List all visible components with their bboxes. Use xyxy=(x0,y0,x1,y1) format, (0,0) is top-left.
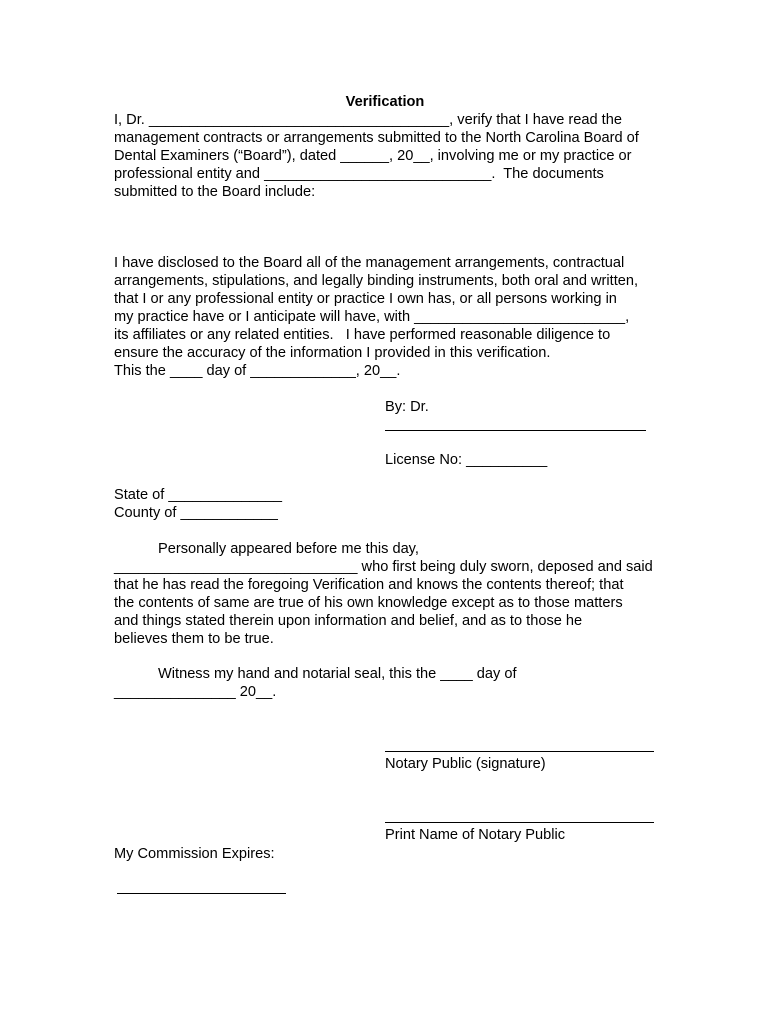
sworn-line-3: that he has read the foregoing Verification and knows the contents thereof; that xyxy=(114,577,624,593)
commission-expires-label: My Commission Expires: xyxy=(114,846,275,862)
disclosure-line-6: ensure the accuracy of the information I provided in this verification. xyxy=(114,345,551,361)
witness-line-2: _______________ 20__. xyxy=(114,684,277,700)
sworn-line-4: the contents of same are true of his own knowledge except as to those matters xyxy=(114,595,623,611)
disclosure-date-line: This the ____ day of _____________, 20__. xyxy=(114,363,401,379)
disclosure-line-2: arrangements, stipulations, and legally binding instruments, both oral and written, xyxy=(114,273,639,289)
notary-print-name-label: Print Name of Notary Public xyxy=(385,827,566,843)
disclosure-line-1: I have disclosed to the Board all of the management arrangements, contractual xyxy=(114,255,625,271)
sworn-line-2: ______________________________ who first being duly sworn, deposed and said xyxy=(114,559,653,575)
sworn-line-6: believes them to be true. xyxy=(114,631,274,647)
sworn-line-5: and things stated therein upon information and belief, and as to those he xyxy=(114,613,583,629)
intro-line-5: submitted to the Board include: xyxy=(114,184,316,200)
dr-signature-line xyxy=(385,430,646,431)
intro-line-3: Dental Examiners (“Board”), dated ______, 20__, involving me or my practice or xyxy=(114,148,632,164)
intro-line-2: management contracts or arrangements submitted to the North Carolina Board of xyxy=(114,130,639,146)
notary-print-name-line xyxy=(385,822,654,823)
county-of-label: County of ____________ xyxy=(114,505,278,521)
witness-line-1: Witness my hand and notarial seal, this the ____ day of xyxy=(158,666,517,682)
document-title: Verification xyxy=(345,94,425,110)
intro-line-4: professional entity and ____________________________. The documents xyxy=(114,166,604,182)
notary-signature-label: Notary Public (signature) xyxy=(385,756,546,772)
intro-line-1: I, Dr. _____________________________________, verify that I have read the xyxy=(114,112,622,128)
disclosure-line-4: my practice have or I anticipate will have, with __________________________, xyxy=(114,309,630,325)
disclosure-line-3: that I or any professional entity or practice I own has, or all persons working in xyxy=(114,291,617,307)
sworn-line-1: Personally appeared before me this day, xyxy=(158,541,419,557)
license-number-label: License No: __________ xyxy=(385,452,548,468)
state-of-label: State of ______________ xyxy=(114,487,282,503)
notary-signature-line xyxy=(385,751,654,752)
commission-expires-line xyxy=(117,893,286,894)
disclosure-line-5: its affiliates or any related entities. I have performed reasonable diligence to xyxy=(114,327,611,343)
by-dr-label: By: Dr. xyxy=(385,399,429,415)
